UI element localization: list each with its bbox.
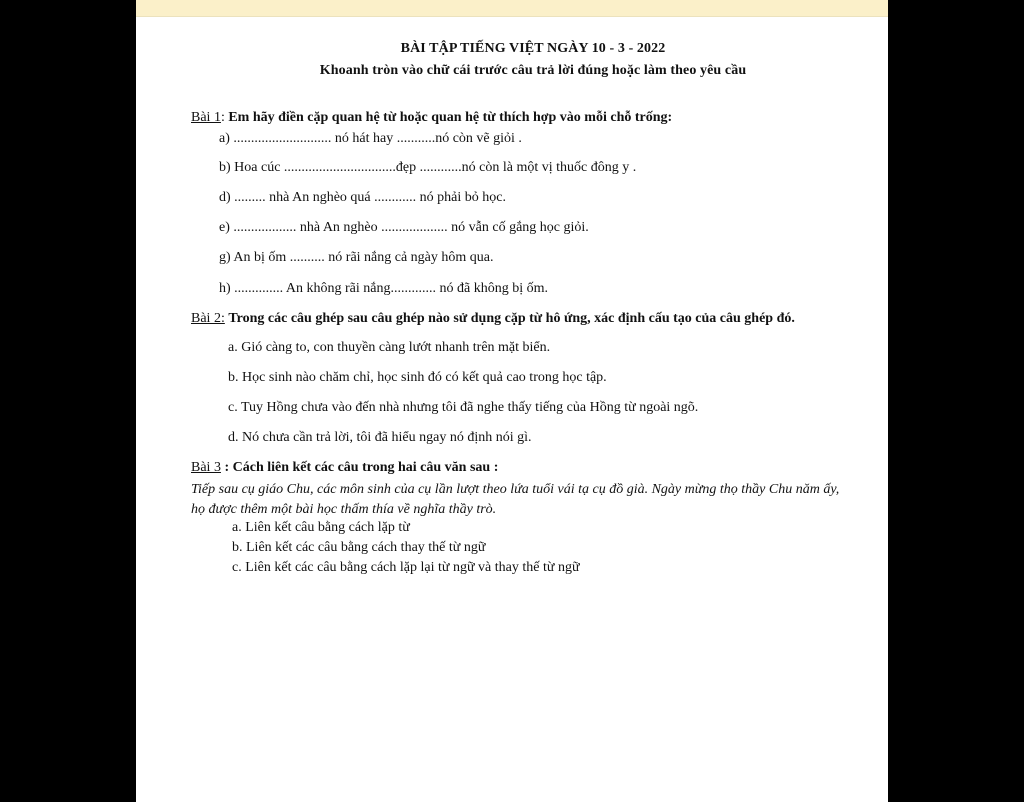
bai1-item-d: d) ......... nhà An nghèo quá ............ nó phải bỏ học. (219, 190, 506, 205)
bai3-heading (191, 459, 498, 477)
document-page (136, 0, 888, 802)
bai3-option-a: a. Liên kết câu bằng cách lặp từ (232, 520, 410, 535)
bai2-item-a: a. Gió càng to, con thuyền càng lướt nhanh trên mặt biển. (228, 340, 551, 355)
bai1-item-a: a) ............................ nó hát hay ...........nó còn vẽ giỏi . (219, 131, 522, 146)
bai3-title: : Cách liên kết các câu trong hai câu văn sau : (224, 460, 499, 475)
bai3-option-b: b. Liên kết các câu bằng cách thay thế từ ngữ (232, 540, 486, 555)
bai1-item-e: e) .................. nhà An nghèo ................... nó vẫn cố gắng học giỏi. (219, 220, 589, 235)
document-content (136, 0, 888, 802)
bai2-item-c: c. Tuy Hồng chưa vào đến nhà nhưng tôi đã nghe thấy tiếng của Hồng từ ngoài ngõ. (228, 400, 699, 415)
bai2-item-b: b. Học sinh nào chăm chỉ, học sinh đó có kết quả cao trong học tập. (228, 370, 607, 385)
bai1-item-g: g) An bị ốm .......... nó rãi nắng cả ngày hôm qua. (219, 250, 494, 265)
bai2-number: Bài 2: (191, 311, 225, 326)
bai2-title: Trong các câu ghép sau câu ghép nào sử dụng cặp từ hô ứng, xác định cấu tạo của câu ghép đó. (228, 311, 795, 326)
bai3-option-c: c. Liên kết các câu bằng cách lặp lại từ ngữ và thay thế từ ngữ (232, 560, 580, 575)
bai1-heading (191, 109, 672, 127)
document-title: BÀI TẬP TIẾNG VIỆT NGÀY 10 - 3 - 2022 (400, 41, 666, 56)
bai1-number: Bài 1 (191, 110, 221, 125)
bai2-item-d: d. Nó chưa cần trả lời, tôi đã hiểu ngay nó định nói gì. (228, 430, 532, 445)
bai1-title: Em hãy điền cặp quan hệ từ hoặc quan hệ từ thích hợp vào mỗi chỗ trống: (228, 110, 673, 125)
bai2-heading (191, 310, 795, 328)
bai3-number: Bài 3 (191, 460, 221, 475)
bai3-passage: Tiếp sau cụ giáo Chu, các môn sinh của cụ lần lượt theo lứa tuổi vái tạ cụ đồ già. Ngày mừng thọ thầy Chu năm ấy, họ được thêm một bài học thấm thía về nghĩa thầy trò. (191, 482, 840, 517)
bai1-item-h: h) .............. An không rãi nắng............. nó đã không bị ốm. (219, 281, 548, 296)
bai1-item-b: b) Hoa cúc ................................đẹp ............nó còn là một vị thuốc đông y . (219, 160, 637, 175)
document-subtitle: Khoanh tròn vào chữ cái trước câu trả lời đúng hoặc làm theo yêu cầu (319, 63, 747, 78)
bai1-separator: : (220, 110, 229, 125)
